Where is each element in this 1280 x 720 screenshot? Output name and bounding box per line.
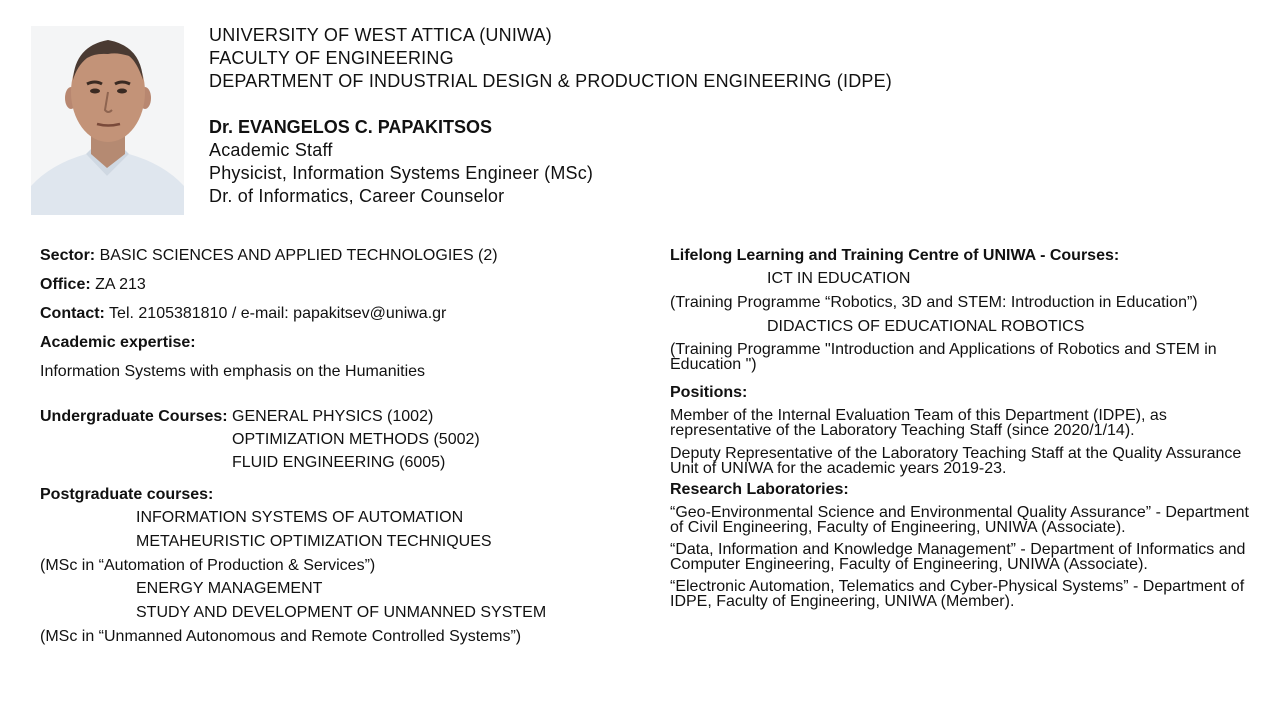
lifelong-label: Lifelong Learning and Training Centre of UNIWA - Courses:	[670, 247, 1120, 264]
sector-value: BASIC SCIENCES AND APPLIED TECHNOLOGIES (2)	[95, 247, 498, 264]
postgrad-label: Postgraduate courses:	[40, 486, 214, 503]
undergrad-label: Undergraduate Courses:	[40, 408, 228, 425]
postgrad-course: INFORMATION SYSTEMS OF AUTOMATION	[136, 509, 464, 526]
university-name: UNIVERSITY OF WEST ATTICA (UNIWA)	[209, 25, 552, 45]
office-value: ZA 213	[90, 276, 146, 293]
lab-item: “Data, Information and Knowledge Management” - Department of Informatics and Computer Engineering, Faculty of Engineering, UNIWA (Associate).	[670, 541, 1246, 573]
positions-label: Positions:	[670, 384, 748, 401]
labs-label: Research Laboratories:	[670, 481, 849, 498]
lifelong-course: ICT IN EDUCATION	[767, 270, 911, 287]
person-name: Dr. EVANGELOS C. PAPAKITSOS	[209, 117, 493, 137]
department-name: DEPARTMENT OF INDUSTRIAL DESIGN & PRODUCTION ENGINEERING (IDPE)	[209, 71, 893, 91]
office-row	[40, 276, 640, 294]
contact-label: Contact:	[40, 305, 105, 322]
postgrad-course: METAHEURISTIC OPTIMIZATION TECHNIQUES	[136, 533, 492, 550]
person-title-2: Dr. of Informatics, Career Counselor	[209, 186, 505, 206]
postgrad-program: (MSc in “Automation of Production & Services”)	[40, 557, 376, 574]
lifelong-course: DIDACTICS OF EDUCATIONAL ROBOTICS	[767, 318, 1085, 335]
lab-item: “Electronic Automation, Telematics and Cyber-Physical Systems” - Department of IDPE, Faculty of Engineering, UNIWA (Member).	[670, 578, 1245, 610]
right-column	[670, 245, 1260, 609]
undergrad-course: GENERAL PHYSICS (1002)	[232, 408, 434, 425]
undergrad-course: OPTIMIZATION METHODS (5002)	[232, 431, 480, 448]
undergrad-course: FLUID ENGINEERING (6005)	[232, 454, 446, 471]
contact-value: Tel. 2105381810 / e-mail: papakitsev@uniwa.gr	[104, 305, 447, 322]
postgrad-course: ENERGY MANAGEMENT	[136, 580, 323, 597]
expertise-value: Information Systems with emphasis on the Humanities	[40, 363, 426, 380]
lifelong-program: (Training Programme “Robotics, 3D and STEM: Introduction in Education”)	[670, 294, 1198, 311]
person-title-1: Physicist, Information Systems Engineer (MSc)	[209, 163, 594, 183]
position-item: Member of the Internal Evaluation Team of this Department (IDPE), as representative of the Laboratory Teaching Staff (since 2020/1/14).	[670, 407, 1167, 439]
office-label: Office:	[40, 276, 91, 293]
sector-label: Sector:	[40, 247, 96, 264]
profile-photo	[31, 26, 184, 215]
left-column	[40, 245, 640, 646]
lab-item: “Geo-Environmental Science and Environmental Quality Assurance” - Department of Civil Engineering, Faculty of Engineering, UNIWA (Associate).	[670, 504, 1249, 536]
lifelong-program: (Training Programme "Introduction and Applications of Robotics and STEM in Education ")	[670, 341, 1217, 373]
header	[209, 24, 892, 208]
contact-row	[40, 305, 640, 323]
sector-row	[40, 247, 640, 265]
postgrad-program: (MSc in “Unmanned Autonomous and Remote Controlled Systems”)	[40, 628, 522, 645]
postgrad-course: STUDY AND DEVELOPMENT OF UNMANNED SYSTEM	[136, 604, 547, 621]
position-item: Deputy Representative of the Laboratory Teaching Staff at the Quality Assurance Unit of UNIWA for the academic years 2019-23.	[670, 445, 1242, 477]
expertise-label: Academic expertise:	[40, 334, 196, 351]
undergrad-row	[40, 408, 640, 426]
person-role: Academic Staff	[209, 140, 333, 160]
faculty-name: FACULTY OF ENGINEERING	[209, 48, 454, 68]
